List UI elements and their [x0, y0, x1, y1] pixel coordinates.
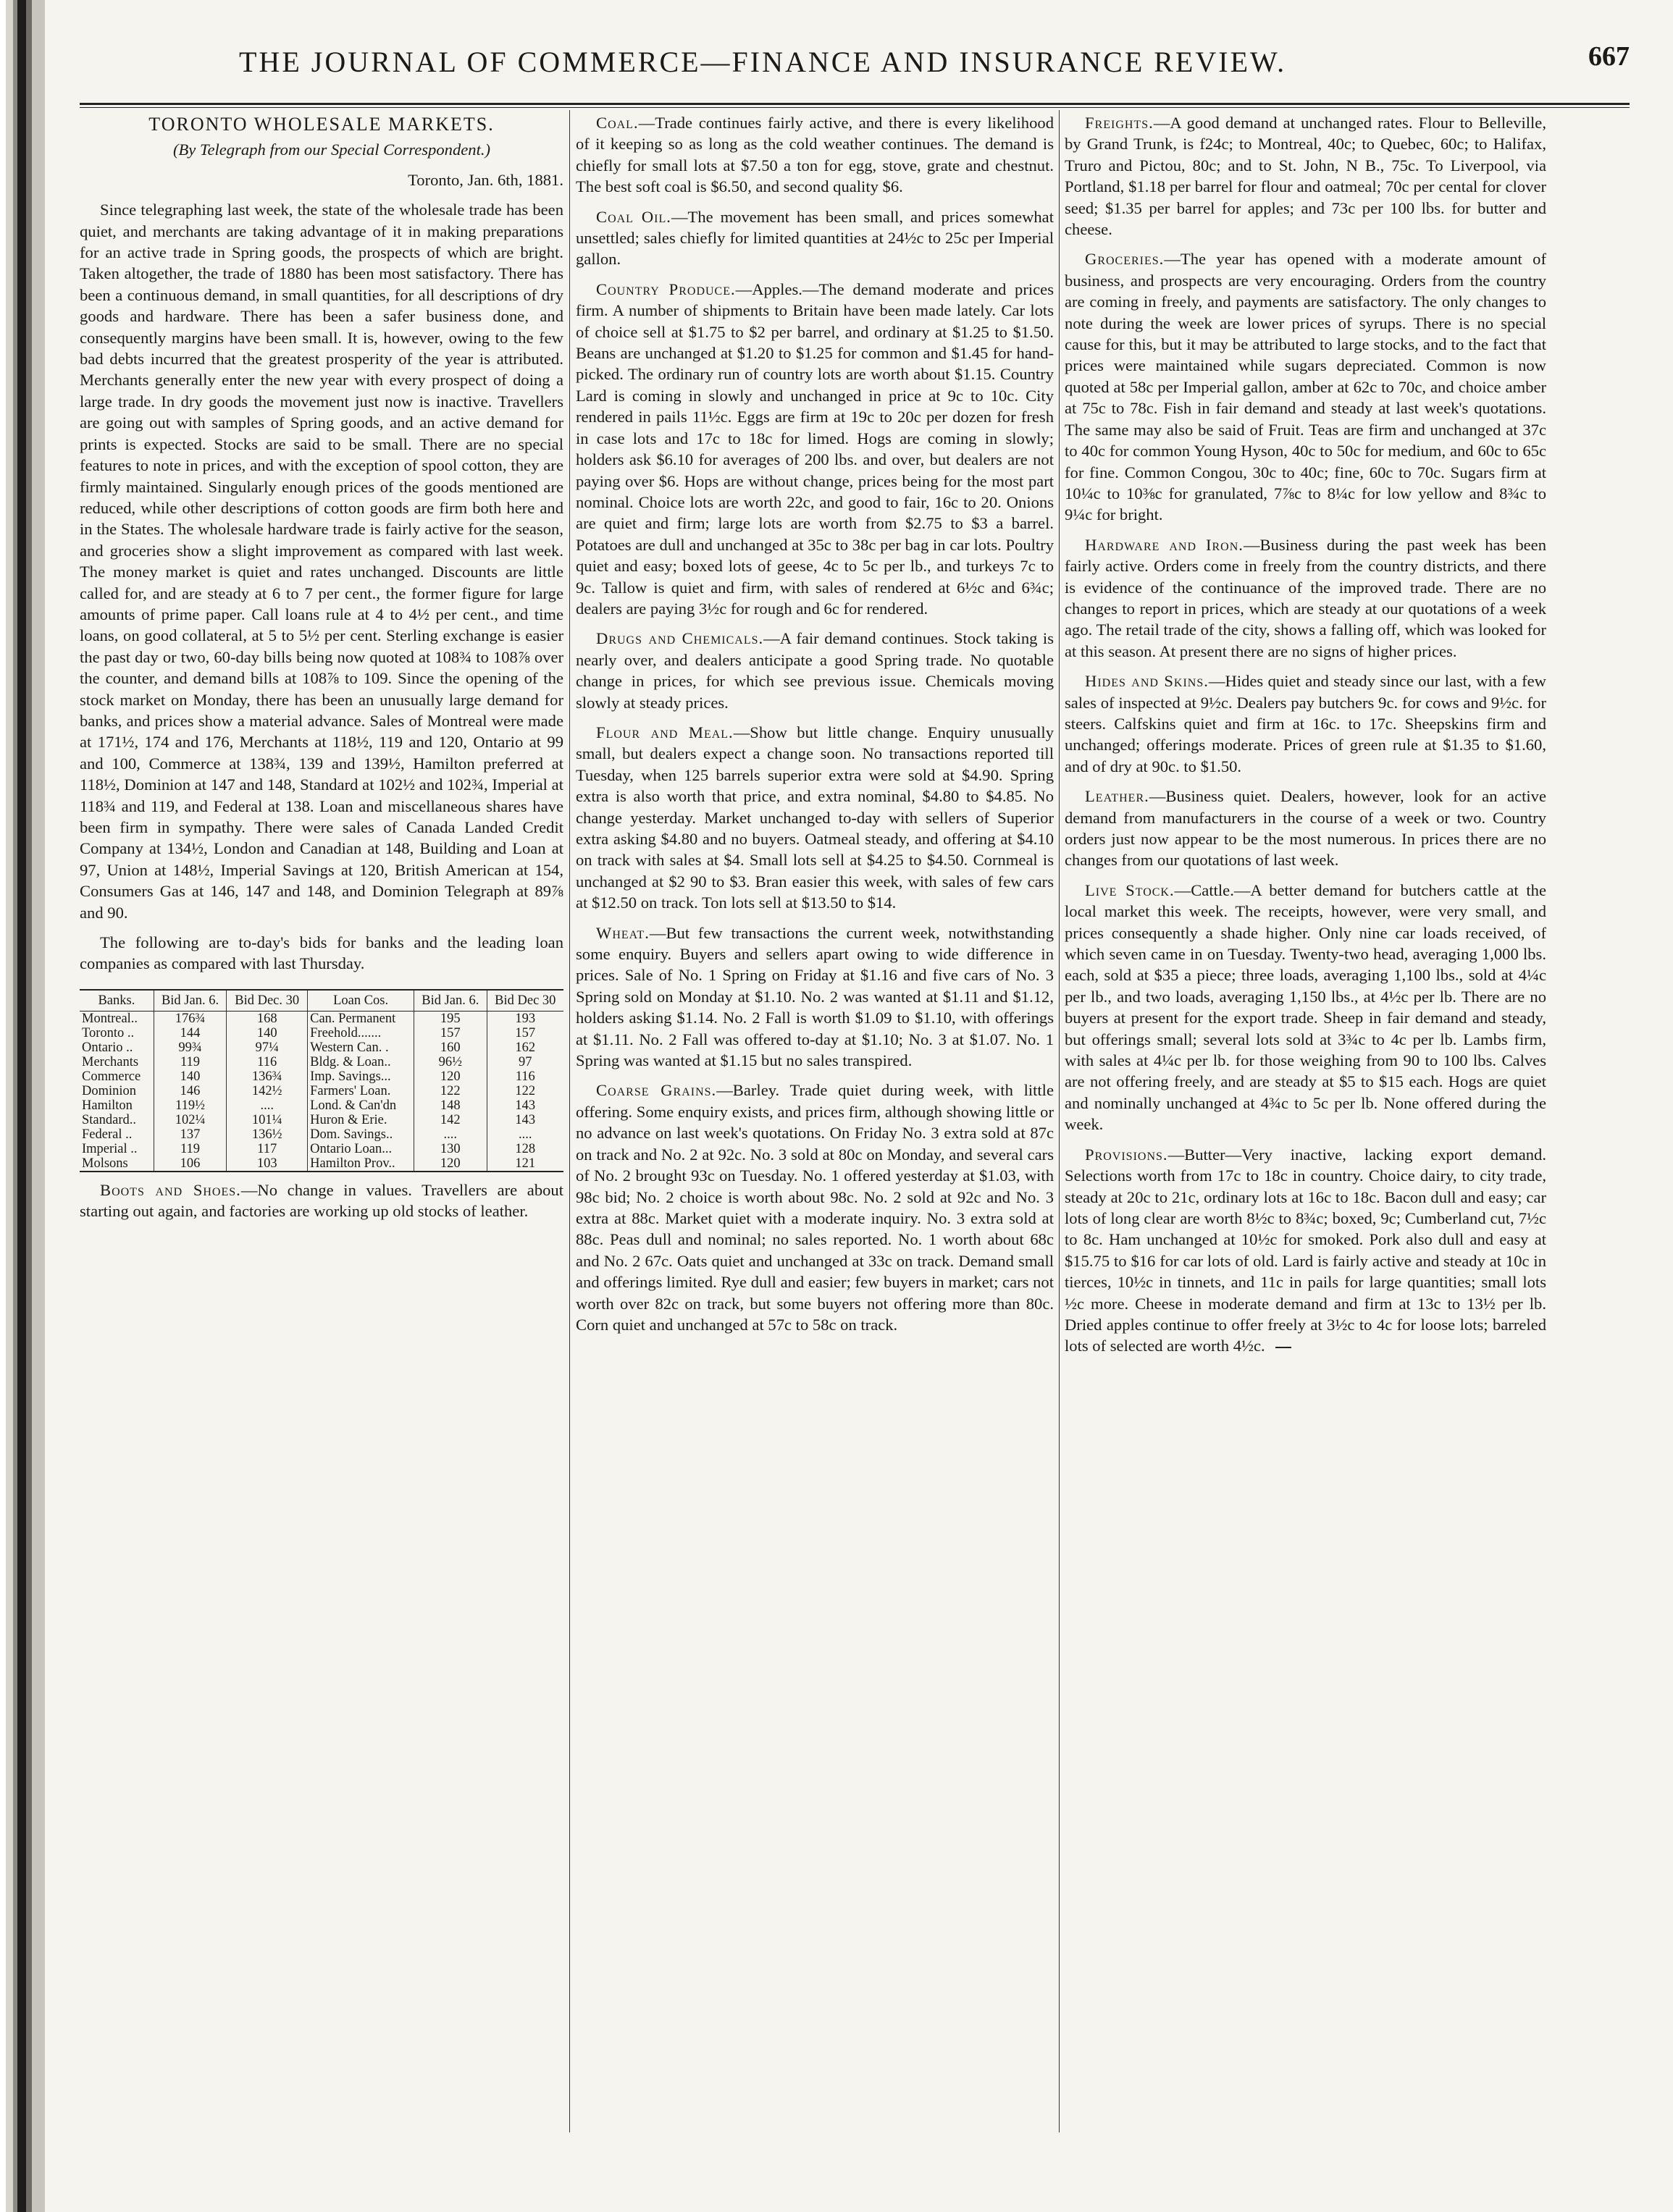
- bid-value-cell: 148: [414, 1098, 487, 1113]
- section-text: —Barley. Trade quiet during week, with little offering. Some enquiry exists, and prices firm, although showing little or no advance on last week's quotations. On Friday No. 3 extra sold at 87c on track and No. 2 at 92c. No. 3 sold at 80c on Monday, and several cars of No. 2 brought 93c on Tuesday. No. 1 offered yesterday at $1.03, with 98c bid; No. 2 choice is worth about 98c. No. 2 sold at 92c and No. 3 extra at 88c. Market quiet with a moderate inquiry. No. 3 extra sold at 88c. Peas dull and nominal; no sales reported. No. 1 worth about 68c and No. 2 67c. Oats quiet and unchanged at 33c on track. Demand small and offerings limited. Rye dull and easier; few buyers in market; cars not worth over 82c on track, but some buyers not offering more than 80c. Corn quiet and unchanged at 57c to 58c on track.: [576, 1081, 1054, 1334]
- bid-value-cell: 97¼: [227, 1040, 308, 1055]
- bid-value-cell: 143: [487, 1098, 563, 1113]
- section-provisions: [1065, 1144, 1546, 1357]
- bid-value-cell: ....: [227, 1098, 308, 1113]
- section-country-produce: [576, 279, 1054, 620]
- bank-name-cell: Montreal..: [82, 1011, 138, 1026]
- bid-value-cell: 103: [227, 1156, 308, 1172]
- page-header: [65, 41, 1644, 96]
- section-title: Coal.: [596, 114, 639, 132]
- table-row: [80, 1040, 563, 1055]
- bid-value-cell: 157: [414, 1026, 487, 1040]
- bid-value-cell: 106: [154, 1156, 226, 1172]
- column-header: Loan Cos.: [308, 990, 414, 1012]
- bank-name-cell: Commerce: [82, 1069, 141, 1084]
- section-text: —Hides quiet and steady since our last, with a few sales of inspected at 9½c. Dealers pay butchers 9c. for cows and 9½c. for steers. Calfskins quiet and firm at 16c. to 17c. Sheepskins firm and unchanged; offerings moderate. Prices of green rule at $1.35 to $1.60, and of dry at 90c. to $1.50.: [1065, 672, 1546, 775]
- header-rule: [80, 103, 1630, 108]
- section-text: —Apples.—The demand moderate and prices firm. A number of shipments to Britain have been made lately. Car lots of choice sell at $1.75 to $2 per barrel, and ordinary at $1.25 to $1.50. Beans are unchanged at $1.20 to $1.25 for common and $1.45 for hand-picked. The ordinary run of country lots are worth about $1.15. Country Lard is coming in slowly and unchanged in price at 9c to 10c. City rendered in pails 11½c. Eggs are firm at 19c to 20c per dozen for fresh in case lots and 17c to 18c for limed. Hogs are coming in slowly; holders ask $6.10 for averages of 200 lbs. and over, but dealers are not paying over $6. Hops are without change, prices being for the most part nominal. Choice lots are worth 22c, and good to fair, 16c to 20. Onions are quiet and firm; large lots are worth from $2.75 to $3 a barrel. Potatoes are dull and unchanged at 35c to 38c per bag in car lots. Poultry quiet and easy; boxed lots of geese, 4c to 5c per lb., and turkeys 7c to 9c. Tallow is quiet and firm, with sales of rendered at 6½c and 6¾c; dealers are paying 3½c for rough and 6c for rendered.: [576, 279, 1054, 618]
- column-middle: [576, 112, 1054, 2132]
- column-header: Bid Jan. 6.: [154, 990, 226, 1012]
- section-title: Provisions.: [1085, 1145, 1168, 1164]
- bid-value-cell: 160: [414, 1040, 487, 1055]
- byline: (By Telegraph from our Special Correspondent.): [172, 140, 491, 159]
- end-mark: [1275, 1347, 1291, 1348]
- section-title: Wheat.: [596, 923, 650, 942]
- section-title: Freights.: [1085, 114, 1154, 132]
- section-drugs-and-chemicals: [576, 628, 1054, 713]
- bid-value-cell: 116: [487, 1069, 563, 1084]
- bid-value-cell: ....: [487, 1127, 563, 1142]
- bid-value-cell: 101¼: [227, 1113, 308, 1127]
- intro-paragraph: Since telegraphing last week, the state of the wholesale trade has been quiet, and merchants are taking advantage of it in making preparations for an active trade in Spring goods, the prospects of which are bright. Taken altogether, the trade of 1880 has been most satisfactory. There has been a continuous demand, in small quantities, for all descriptions of dry goods and hardware. There has been a safer business done, and consequently margins have been small. It is, however, owing to the few bad debts incurred that the greatest prosperity of the year is attributed. Merchants generally enter the new year with every prospect of doing a large trade. In dry goods the movement just now is inactive. Travellers are going out with samples of Spring goods, and an active demand for prints is expected. Stocks are said to be small. There are no special features to note in prices, and with the exception of spool cotton, they are firmly maintained. Singularly enough prices of the goods mentioned are reduced, while other descriptions of cotton goods are firm both here and in the States. The wholesale hardware trade is fairly active for the season, and groceries show a slight improvement as compared with last week. The money market is quiet and rates unchanged. Discounts are little called for, and are steady at 6 to 7 per cent., the former figure for large amounts of prime paper. Call loans rule at 4 to 4½ per cent., and time loans, on good collateral, at 5 to 5½ per cent. Sterling exchange is easier the past day or two, 60-day bills being now quoted at 108¾ to 108⅞ over the counter, and demand bills at 108⅞ to 109. Since the opening of the stock market on Monday, there has been an unusually large demand for banks, and prices show a material advance. Sales of Montreal were made at 171½, 174 and 176, Merchants at 118½, 119 and 120, Ontario at 99 and 100, Commerce at 138¾, 139 and 139½, Hamilton preferred at 118½, Dominion at 147 and 148, Standard at 102½ and 102¾, Imperial at 118¾ and 119, and Federal at 138. Loan and miscellaneous shares have been firm in sympathy. There were sales of Canada Landed Credit Company at 134½, London and Canadian at 148, Building and Loan at 97, Union at 148½, Imperial Savings at 120, British American at 154, Consumers Gas at 146, 147 and 148, and Dominion Telegraph at 89⅞ and 90.: [80, 201, 563, 922]
- section-text: —The year has opened with a moderate amount of business, and prospects are very encouraging. Orders from the country are coming in freely, and payments are satisfactory. The only changes to note during the week are lower prices of syrups. There is no special cause for this, but it may be attributed to large stocks, and to the fact that prices were maintained while sugars depreciated. Common is now quoted at 58c per Imperial gallon, amber at 62c to 70c, and choice amber at 75c to 78c. Fish in fair demand and steady at last week's quotations. The same may also be said of Fruit. Teas are firm and unchanged at 37c to 40c for common Young Hyson, 40c to 50c for medium, and 60c to 65c for fine. Common Congou, 30c to 40c; fine, 60c to 70c. Sugars firm at 10¼c to 10⅜c for granulated, 7⅞c to 8¼c for low yellow and 8¾c to 9¼c for bright.: [1065, 250, 1546, 524]
- bid-value-cell: 96½: [414, 1055, 487, 1069]
- bid-value-cell: 119: [154, 1142, 226, 1156]
- section-title: Hides and Skins.: [1085, 672, 1209, 691]
- bid-value-cell: 142½: [227, 1084, 308, 1098]
- loan-company-cell: Huron & Erie.: [308, 1113, 414, 1127]
- bank-name-cell: Toronto ..: [82, 1025, 135, 1040]
- loan-company-cell: Western Can. .: [308, 1040, 414, 1055]
- section-hardware-and-iron: [1065, 534, 1546, 662]
- bid-value-cell: 168: [227, 1011, 308, 1026]
- bids-intro-paragraph: The following are to-day's bids for banks and the leading loan companies as compared with last Thursday.: [80, 933, 563, 973]
- bid-value-cell: 120: [414, 1156, 487, 1172]
- bank-name-cell: Merchants: [82, 1054, 139, 1069]
- section-text: —A fair demand continues. Stock taking is nearly over, and dealers anticipate a good Spring trade. No quotable change in prices, for which see previous issue. Chemicals moving slowly at steady prices.: [576, 629, 1054, 712]
- section-live-stock: [1065, 880, 1546, 1135]
- table-row: [80, 1098, 563, 1113]
- column-header: Bid Jan. 6.: [414, 990, 487, 1012]
- table-row: [80, 1011, 563, 1026]
- bid-value-cell: 136½: [227, 1127, 308, 1142]
- section-text: —Cattle.—A better demand for butchers cattle at the local market this week. The receipts, however, were very small, and prices consequently a shade higher. Only nine car loads received, of which seven came in on Tuesday. Twenty-two head, averaging 1,000 lbs. each, sold at $35 a piece; three loads, averaging 1,100 lbs., sold at 4¼c per lb., and two loads, averaging 1,150 lbs., at 4½c per lb. There are no buyers at present for the export trade. Sheep in fair demand and steady, but offerings small; several lots sold at 3¾c to 4c per lb. Lambs firm, with sales at 4¼c per lb. for those weighing from 90 to 100 lbs. Calves are not offering freely, and are steady at $5 to $15 each. Hogs are quiet and nominally unchanged at 4¾c to 5c per lb. None offered during the week.: [1065, 880, 1546, 1134]
- table-body: [80, 1011, 563, 1172]
- bid-value-cell: 122: [487, 1084, 563, 1098]
- table-row: [80, 1084, 563, 1098]
- loan-company-cell: Hamilton Prov..: [308, 1156, 414, 1172]
- section-title: Drugs and Chemicals.: [596, 629, 764, 648]
- section-text: —A good demand at unchanged rates. Flour to Belleville, by Grand Trunk, is f24c; to Montreal, 40c; to Quebec, 60c; to Halifax, Truro and Pictou, 80c; and to St. John, N B., 75c. To Liverpool, via Portland, $1.18 per barrel for flour and oatmeal; 70c per cental for clover seed; $1.35 per barrel for apples; and 73c per 100 lbs. for butter and cheese.: [1065, 114, 1546, 239]
- bid-value-cell: 128: [487, 1142, 563, 1156]
- page-binding-edge: [0, 0, 45, 2212]
- section-title: Flour and Meal.: [596, 723, 734, 741]
- bid-value-cell: 140: [227, 1026, 308, 1040]
- section-coarse-grains: [576, 1080, 1054, 1335]
- section-text: —Butter—Very inactive, lacking export demand. Selections worth from 17c to 18c in country. Choice dairy, to city trade, steady at 20c to 21c, ordinary lots at 16c to 18c. Bacon dull and easy; car lots of long clear are worth 8½c to 8¾c; boxed, 9c; Cumberland cut, 7½c to 8c. Ham unchanged at 10½c for smoked. Pork also dull and easy at $15.75 to $16 for car lots of old. Lard is fairly active and steady at 10c in tierces, 10½c in tinnets, and 11c in pails for large quantities; small lots ½c more. Cheese in moderate demand and firm at 13c to 13½ per lb. Dried apples continue to offer freely at 3½c to 4c for loose lots; barreled lots of selected are worth 4½c.: [1065, 1145, 1546, 1355]
- bid-value-cell: 143: [487, 1113, 563, 1127]
- column-divider: [1059, 110, 1060, 2132]
- bank-loan-bids-table: [80, 989, 563, 1172]
- section-text: —Business quiet. Dealers, however, look for an active demand from manufacturers in the course of a week or two. Country orders just now appear to be the most numerous. In prices there are no changes from our quotations of last week.: [1065, 787, 1546, 870]
- section-title: Live Stock.: [1085, 880, 1175, 899]
- bid-value-cell: ....: [414, 1127, 487, 1142]
- loan-company-cell: Freehold.......: [308, 1026, 414, 1040]
- loan-company-cell: Imp. Savings...: [308, 1069, 414, 1084]
- bid-value-cell: 116: [227, 1055, 308, 1069]
- section-wheat: [576, 922, 1054, 1072]
- bid-value-cell: 157: [487, 1026, 563, 1040]
- section-title: Hardware and Iron.: [1085, 535, 1244, 554]
- section-title: Boots and Shoes.: [100, 1180, 241, 1199]
- loan-company-cell: Farmers' Loan.: [308, 1084, 414, 1098]
- section-title: Leather.: [1085, 787, 1149, 806]
- bid-value-cell: 117: [227, 1142, 308, 1156]
- bank-name-cell: Ontario ..: [82, 1040, 133, 1055]
- table-row: [80, 1156, 563, 1172]
- bank-name-cell: Molsons: [82, 1156, 128, 1171]
- loan-company-cell: Ontario Loan...: [308, 1142, 414, 1156]
- section-title: Country Produce.: [596, 279, 736, 298]
- column-right: [1065, 112, 1546, 2132]
- column-divider: [569, 110, 570, 2132]
- bid-value-cell: 140: [154, 1069, 226, 1084]
- table-row: [80, 1026, 563, 1040]
- column-left: [80, 112, 563, 2132]
- column-header: Bid Dec. 30: [227, 990, 308, 1012]
- bid-value-cell: 136¾: [227, 1069, 308, 1084]
- bid-value-cell: 144: [154, 1026, 226, 1040]
- bid-value-cell: 121: [487, 1156, 563, 1172]
- journal-title: THE JOURNAL OF COMMERCE—FINANCE AND INSURANCE REVIEW.: [239, 46, 1287, 78]
- bid-value-cell: 176¾: [154, 1011, 226, 1026]
- bid-value-cell: 120: [414, 1069, 487, 1084]
- loan-company-cell: Lond. & Can'dn: [308, 1098, 414, 1113]
- table-header-row: [80, 990, 563, 1012]
- section-text: —Show but little change. Enquiry unusually small, but dealers expect a change soon. No transactions reported till Tuesday, when 125 barrels superior extra were sold at $4.90. Spring extra is also worth that price, and extra nominal, $4.80 to $4.85. No change yesterday. Market unchanged to-day with sellers of Superior extra asking $4.80 and no buyers. Oatmeal steady, and offering at $4.10 on track with sales at $4. Small lots sell at $4.25 to $4.50. Cornmeal is unchanged at $2 90 to $3. Bran easier this week, with sales of few cars at $12.50 on track. Ton lots sell at $13.50 to $14.: [576, 723, 1054, 912]
- section-leather: [1065, 786, 1546, 871]
- bank-name-cell: Imperial ..: [82, 1141, 138, 1156]
- bid-value-cell: 195: [414, 1011, 487, 1026]
- bid-value-cell: 193: [487, 1011, 563, 1026]
- section-text: —No change in values. Travellers are about starting out again, and factories are working up old stocks of leather.: [80, 1180, 563, 1221]
- section-text: —The movement has been small, and prices somewhat unsettled; sales chiefly for limited quantities at 24½c to 25c per Imperial gallon.: [576, 207, 1054, 269]
- section-coal: [576, 112, 1054, 198]
- bid-value-cell: 122: [414, 1084, 487, 1098]
- section-text: —Business during the past week has been fairly active. Orders come in freely from the country districts, and there is evidence of the continuance of the improved trade. There are no changes to report in prices, which are steady at our quotations of a week ago. The retail trade of the city, shows a falling off, which was looked for at this season. At present there are no signs of higher prices.: [1065, 535, 1546, 660]
- section-text: —But few transactions the current week, notwithstanding some enquiry. Buyers and sellers apart owing to wide difference in prices. Sale of No. 1 Spring on Friday at $1.16 and five cars of No. 3 Spring sold on Monday at $1.10. No. 2 was wanted at $1.11 and $1.12, holders asking $1.14. No. 2 Fall is worth $1.09 to $1.10, with offerings at $1.11. No. 2 Fall was offered to-day at $1.10; No. 3 at $1.07. No. 1 Spring was wanted at $1.15 but no sales transpired.: [576, 923, 1054, 1070]
- bid-value-cell: 102¼: [154, 1113, 226, 1127]
- table-row: [80, 1069, 563, 1084]
- table-row: [80, 1055, 563, 1069]
- section-title: Coal Oil.: [596, 207, 671, 226]
- bank-name-cell: Hamilton: [82, 1098, 133, 1113]
- bank-name-cell: Dominion: [82, 1083, 137, 1098]
- bid-value-cell: 137: [154, 1127, 226, 1142]
- column-header: Banks.: [80, 990, 154, 1012]
- section-boots-and-shoes: [80, 1179, 563, 1222]
- section-coal-oil: [576, 206, 1054, 270]
- loan-company-cell: Dom. Savings..: [308, 1127, 414, 1142]
- section-groceries: [1065, 248, 1546, 525]
- section-hides-and-skins: [1065, 670, 1546, 777]
- section-title: Coarse Grains.: [596, 1081, 717, 1100]
- bid-value-cell: 130: [414, 1142, 487, 1156]
- table-row: [80, 1142, 563, 1156]
- page-number: 667: [1588, 41, 1630, 72]
- loan-company-cell: Can. Permanent: [308, 1011, 414, 1026]
- table-row: [80, 1113, 563, 1127]
- bank-name-cell: Federal ..: [82, 1127, 133, 1142]
- bid-value-cell: 119½: [154, 1098, 226, 1113]
- bid-value-cell: 146: [154, 1084, 226, 1098]
- section-title: Groceries.: [1085, 250, 1165, 269]
- table-row: [80, 1127, 563, 1142]
- article-heading: TORONTO WHOLESALE MARKETS.: [148, 114, 495, 135]
- bid-value-cell: 97: [487, 1055, 563, 1069]
- section-flour-and-meal: [576, 722, 1054, 914]
- section-freights: [1065, 112, 1546, 240]
- bid-value-cell: 99¾: [154, 1040, 226, 1055]
- bid-value-cell: 142: [414, 1113, 487, 1127]
- section-text: —Trade continues fairly active, and there is every likelihood of it keeping so as long as the cold weather continues. The demand is chiefly for small lots at $7.50 a ton for egg, stove, grate and chestnut. The best soft coal is $6.50, and second quality $6.: [576, 114, 1054, 196]
- bank-name-cell: Standard..: [82, 1112, 137, 1127]
- dateline: Toronto, Jan. 6th, 1881.: [408, 170, 563, 189]
- bid-value-cell: 119: [154, 1055, 226, 1069]
- bid-value-cell: 162: [487, 1040, 563, 1055]
- column-header: Bid Dec 30: [487, 990, 563, 1012]
- loan-company-cell: Bldg. & Loan..: [308, 1055, 414, 1069]
